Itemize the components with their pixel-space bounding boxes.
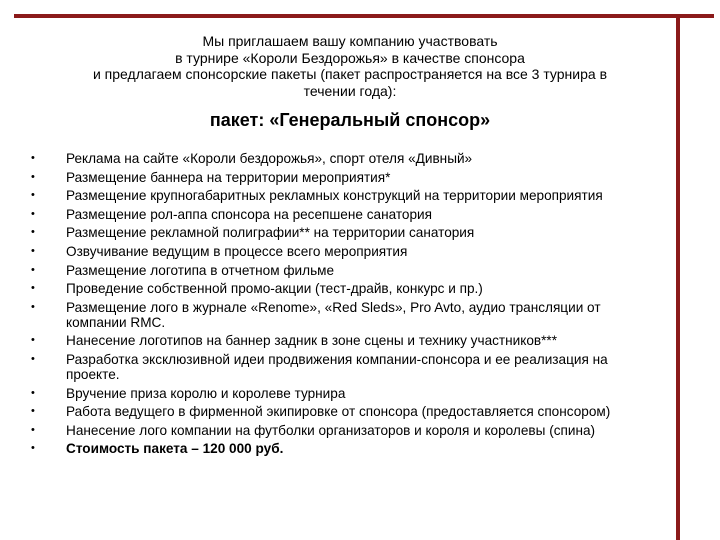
list-item-text: Проведение собственной промо-акции (тест-драйв, конкурс и пр.) [66,281,483,297]
list-item [28,386,658,401]
bullet-icon: • [31,282,35,295]
intro-line: течении года): [303,82,397,99]
list-item [28,170,658,185]
bullet-icon: • [31,334,35,347]
intro-line: в турнире «Короли Бездорожья» в качестве спонсора [175,49,525,66]
list-item-text: Работа ведущего в фирменной экипировке от спонсора (предоставляется спонсором) [66,404,611,420]
list-item [28,423,658,438]
list-item [28,188,658,203]
list-item-text: Размещение баннера на территории мероприятия* [66,169,391,185]
list-item-text: Нанесение лого компании на футболки организаторов и короля и королевы (спина) [66,422,596,438]
list-item [28,352,658,382]
bullet-icon: • [31,152,35,164]
bullet-icon: • [31,423,35,436]
list-item-text: Размещение рекламной полиграфии** на территории санатория [66,225,475,241]
bullet-icon: • [31,207,35,220]
frame-top-bar [14,14,714,18]
bullet-icon: • [31,263,35,276]
package-price: Стоимость пакета – 120 000 руб. [66,441,284,457]
list-item [28,207,658,222]
intro-line: и предлагаем спонсорские пакеты (пакет распространяется на все 3 турнира в [92,66,608,82]
list-item [28,225,658,240]
intro-line: Мы приглашаем вашу компанию участвовать [202,33,498,49]
list-item-text: Разработка эксклюзивной идеи продвижения компании-спонсора и ее реализация на проекте. [66,351,608,382]
package-title: пакет: «Генеральный спонсор» [209,110,491,130]
list-item-text: Реклама на сайте «Короли бездорожья», спорт отеля «Дивный» [66,151,473,166]
list-item-text: Размещение крупногабаритных рекламных конструкций на территории мероприятия [66,188,603,204]
list-item [28,333,658,348]
list-item [28,281,658,296]
list-item-text: Размещение логотипа в отчетном фильме [66,262,335,278]
bullet-icon: • [31,442,35,455]
list-item-text: Вручение приза королю и королеве турнира [66,385,346,401]
bullet-icon: • [31,244,35,257]
list-item [28,151,658,166]
list-item-price [28,441,658,456]
list-item [28,300,658,330]
frame-right-bar [676,14,680,540]
bullet-icon: • [31,386,35,399]
benefits-list [28,151,658,460]
list-item-text: Размещение лого в журнале «Renome», «Red Sleds», Pro Avto, аудио трансляции от компании RMC. [66,299,601,330]
intro-text [40,33,660,99]
list-item-text: Нанесение логотипов на баннер задник в зоне сцены и технику участников*** [66,333,558,349]
list-item-text: Размещение рол-аппа спонсора на ресепшене санатория [66,206,432,222]
bullet-icon: • [31,300,35,313]
bullet-icon: • [31,352,35,365]
list-item [28,404,658,419]
bullet-icon: • [31,170,35,183]
bullet-icon: • [31,189,35,202]
list-item-text: Озвучивание ведущим в процессе всего мероприятия [66,243,408,259]
bullet-icon: • [31,226,35,239]
bullet-icon: • [31,405,35,418]
list-item [28,244,658,259]
list-item [28,263,658,278]
